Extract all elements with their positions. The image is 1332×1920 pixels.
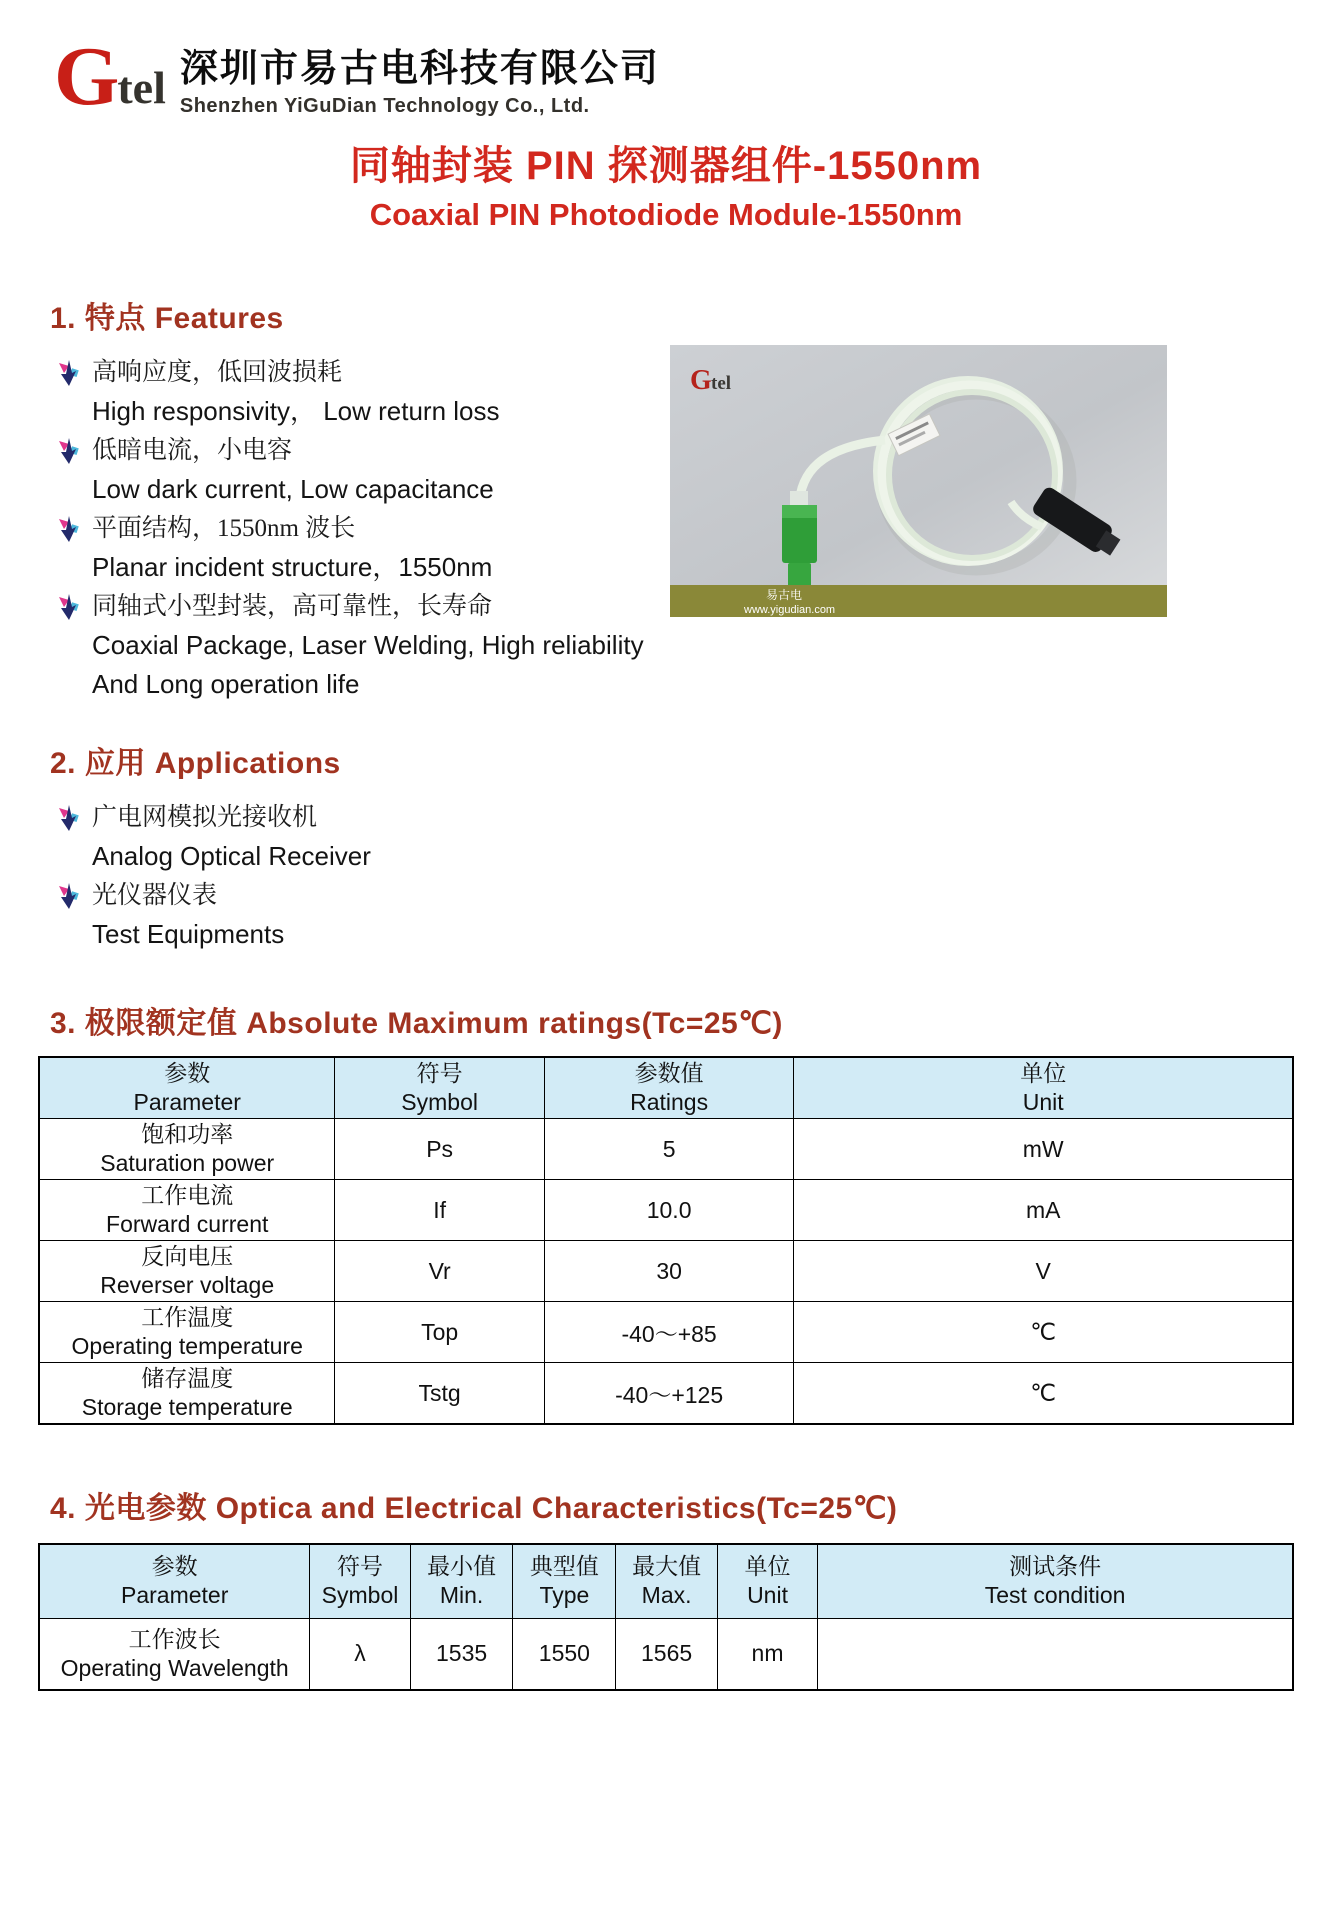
abs-max-table [38,1056,1294,1425]
photo-brand-tel: tel [711,373,732,394]
feature-text-cn: 平面结构，1550nm 波长 [92,515,356,542]
cell-unit: mW [794,1119,1293,1180]
col-header-max: 最大值 Max. [616,1544,718,1618]
section-heading-opt-elec: 4. 光电参数 Optica and Electrical Characteristics(Tc=25℃) [50,1492,898,1525]
features-list [38,353,678,704]
table-header-row [39,1544,1293,1618]
bullet-arrow-icon [56,360,80,387]
feature-text-cn: 低暗电流，小电容 [92,437,293,464]
company-name-en: Shenzhen YiGuDian Technology Co., Ltd. [179,94,590,117]
cell-unit: ℃ [794,1302,1293,1363]
table-row [39,1363,1293,1425]
photo-caption-url: www.yigudian.com [744,604,836,616]
cell-parameter: 饱和功率 Saturation power [39,1119,335,1180]
feature-item [56,353,678,431]
page-title-en: Coaxial PIN Photodiode Module-1550nm [369,197,963,232]
feature-text-en: Planar incident structure，1550nm [92,552,493,582]
section-heading-features: 1. 特点 Features [50,302,284,335]
feature-text-cn: 同轴式小型封装，高可靠性，长寿命 [92,593,493,620]
cell-parameter: 工作波长 Operating Wavelength [39,1618,310,1690]
application-item [56,876,678,954]
col-header-test-condition: 测试条件 Test condition [818,1544,1293,1618]
page-title-cn: 同轴封装 PIN 探测器组件-1550nm [349,144,983,188]
feature-item [56,431,678,509]
feature-text-cn: 高响应度，低回波损耗 [92,359,343,386]
cell-parameter: 反向电压 Reverser voltage [39,1241,335,1302]
logo-letter-g: G [54,30,120,124]
cell-unit: V [794,1241,1293,1302]
photo-caption-cn: 易古电 [766,588,803,602]
cell-unit: mA [794,1180,1293,1241]
feature-text [92,431,494,509]
cell-symbol: Top [335,1302,544,1363]
product-photo [670,345,1167,617]
table-header-row [39,1057,1293,1119]
cell-rating: -40～+85 [544,1302,794,1363]
company-header [38,30,1294,124]
photo-background [670,345,1167,617]
cell-symbol: Vr [335,1241,544,1302]
feature-text-en: Low dark current, Low capacitance [92,474,494,504]
cell-unit: ℃ [794,1363,1293,1425]
logo-letters-tel: tel [117,61,166,113]
bullet-arrow-icon [56,438,80,465]
applications-list [38,798,678,954]
cell-symbol: If [335,1180,544,1241]
bullet-arrow-icon [56,594,80,621]
photo-brand-g: G [690,365,712,396]
feature-item [56,509,678,587]
col-header-parameter: 参数 Parameter [39,1544,310,1618]
cell-parameter: 工作温度 Operating temperature [39,1302,335,1363]
table-row [39,1180,1293,1241]
cell-parameter: 工作电流 Forward current [39,1180,335,1241]
application-text [92,876,284,954]
cell-test-condition [818,1618,1293,1690]
application-item [56,798,678,876]
section-heading-abs-max: 3. 极限额定值 Absolute Maximum ratings(Tc=25℃) [50,1007,783,1040]
table-row [39,1119,1293,1180]
bullet-arrow-icon [56,883,80,910]
cell-max: 1565 [616,1618,718,1690]
bullet-arrow-icon [56,516,80,543]
section-heading-applications: 2. 应用 Applications [50,747,341,780]
cell-symbol: Ps [335,1119,544,1180]
col-header-parameter: 参数 Parameter [39,1057,335,1119]
cell-unit: nm [717,1618,817,1690]
col-header-ratings: 参数值 Ratings [544,1057,794,1119]
cell-symbol: λ [310,1618,410,1690]
table-row [39,1241,1293,1302]
feature-text [92,509,492,587]
feature-item [56,587,678,704]
table-row [39,1618,1293,1690]
cell-symbol: Tstg [335,1363,544,1425]
cell-min: 1535 [410,1618,513,1690]
cell-rating: 10.0 [544,1180,794,1241]
col-header-symbol: 符号 Symbol [335,1057,544,1119]
table-row [39,1302,1293,1363]
bullet-arrow-icon [56,805,80,832]
feature-text [92,587,644,704]
feature-text-en: Coaxial Package, Laser Welding, High reliability [92,630,644,660]
company-names [180,37,660,118]
opt-elec-table [38,1543,1294,1691]
feature-text-en: High responsivity， Low return loss [92,396,500,426]
col-header-symbol: 符号 Symbol [310,1544,410,1618]
cell-type: 1550 [513,1618,616,1690]
feature-text-en2: And Long operation life [92,669,360,699]
col-header-min: 最小值 Min. [410,1544,513,1618]
col-header-type: 典型值 Type [513,1544,616,1618]
col-header-unit: 单位 Unit [794,1057,1293,1119]
company-name-cn: 深圳市易古电科技有限公司 [179,47,660,90]
application-text-en: Test Equipments [92,919,285,949]
gtel-logo [54,30,166,124]
application-text [92,798,371,876]
col-header-unit: 单位 Unit [717,1544,817,1618]
cell-rating: 30 [544,1241,794,1302]
feature-text [92,353,500,431]
cell-rating: 5 [544,1119,794,1180]
cell-parameter: 储存温度 Storage temperature [39,1363,335,1425]
cell-rating: -40～+125 [544,1363,794,1425]
application-text-cn: 广电网模拟光接收机 [92,804,318,831]
application-text-cn: 光仪器仪表 [92,882,218,909]
application-text-en: Analog Optical Receiver [92,841,371,871]
